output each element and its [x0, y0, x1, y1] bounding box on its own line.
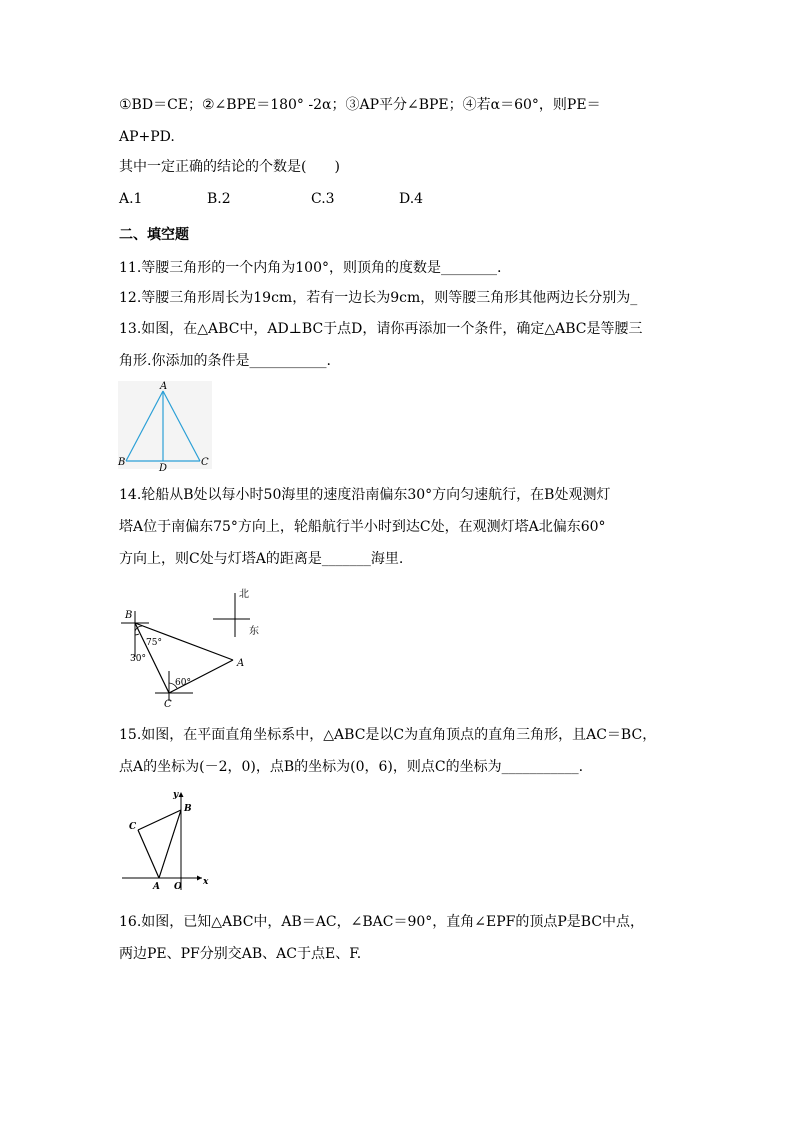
q13-figure — [115, 378, 215, 473]
q15-line1: 15.如图，在平面直角坐标系中，△ABC是以C为直角顶点的直角三角形，且AC＝BC， — [119, 727, 657, 743]
q15-side-cb — [138, 810, 181, 830]
q15-side-ab — [159, 810, 181, 878]
q14-angle-60: 60° — [175, 678, 191, 688]
q15-figure — [118, 788, 213, 893]
q14-line3: 方向上，则C处与灯塔A的距离是_______海里. — [119, 551, 404, 567]
q14-angle-30: 30° — [130, 654, 146, 664]
q16-line1: 16.如图，已知△ABC中，AB＝AC，∠BAC＝90°，直角∠EPF的顶点P是BC中点， — [119, 914, 645, 930]
q15-label-b: B — [184, 804, 192, 814]
q11-text: 11.等腰三角形的一个内角为100°，则顶角的度数是________. — [119, 260, 502, 276]
q10-option-a: A.1 — [119, 191, 143, 207]
q14-label-north: 北 — [239, 589, 249, 600]
q15-y-arrow — [179, 792, 184, 797]
q13-label-d: D — [159, 463, 168, 473]
section-title: 二、填空题 — [119, 227, 189, 243]
q15-label-x: x — [203, 877, 209, 887]
q13-line1: 13.如图，在△ABC中，AD⊥BC于点D，请你再添加一个条件，确定△ABC是等腰三 — [119, 321, 643, 337]
q15-x-arrow — [197, 876, 202, 881]
q14-arc-30 — [135, 634, 139, 635]
q13-line2: 角形.你添加的条件是___________. — [119, 353, 331, 369]
q10-conclusions-line2: AP+PD. — [119, 129, 175, 145]
q14-side-ca — [169, 660, 233, 693]
q10-option-c: C.3 — [311, 191, 335, 207]
q13-label-a: A — [160, 381, 168, 392]
q16-line2: 两边PE、PF分别交AB、AC于点E、F. — [119, 946, 362, 962]
q10-option-d: D.4 — [399, 191, 424, 207]
q14-line1: 14.轮船从B处以每小时50海里的速度沿南偏东30°方向匀速航行，在B处观测灯 — [119, 487, 611, 503]
q15-label-y: y — [173, 790, 179, 800]
q12-text: 12.等腰三角形周长为19cm，若有一边长为9cm，则等腰三角形其他两边长分别为_ — [119, 290, 638, 306]
q14-figure — [115, 585, 270, 710]
q10-prompt: 其中一定正确的结论的个数是( ) — [119, 159, 340, 175]
q15-line2: 点A的坐标为(－2，0)，点B的坐标为(0，6)，则点C的坐标为___________. — [119, 759, 584, 775]
q13-label-c: C — [201, 457, 209, 468]
q13-label-b: B — [118, 457, 126, 468]
q14-label-east: 东 — [249, 626, 259, 637]
q15-label-c: C — [129, 822, 137, 832]
q10-option-b: B.2 — [207, 191, 231, 207]
q15-label-o: O — [174, 882, 182, 892]
q14-label-b: B — [125, 610, 133, 621]
q15-label-a: A — [153, 882, 160, 892]
q10-conclusions-line1: ①BD＝CE；②∠BPE＝180° -2α；③AP平分∠BPE；④若α＝60°，则PE＝ — [119, 97, 601, 113]
q14-angle-75: 75° — [146, 638, 162, 648]
q15-side-ac — [138, 830, 159, 878]
q14-line2: 塔A位于南偏东75°方向上，轮船航行半小时到达C处，在观测灯塔A北偏东60° — [119, 519, 606, 535]
q14-label-a: A — [237, 658, 245, 669]
q14-label-c: C — [164, 699, 172, 710]
